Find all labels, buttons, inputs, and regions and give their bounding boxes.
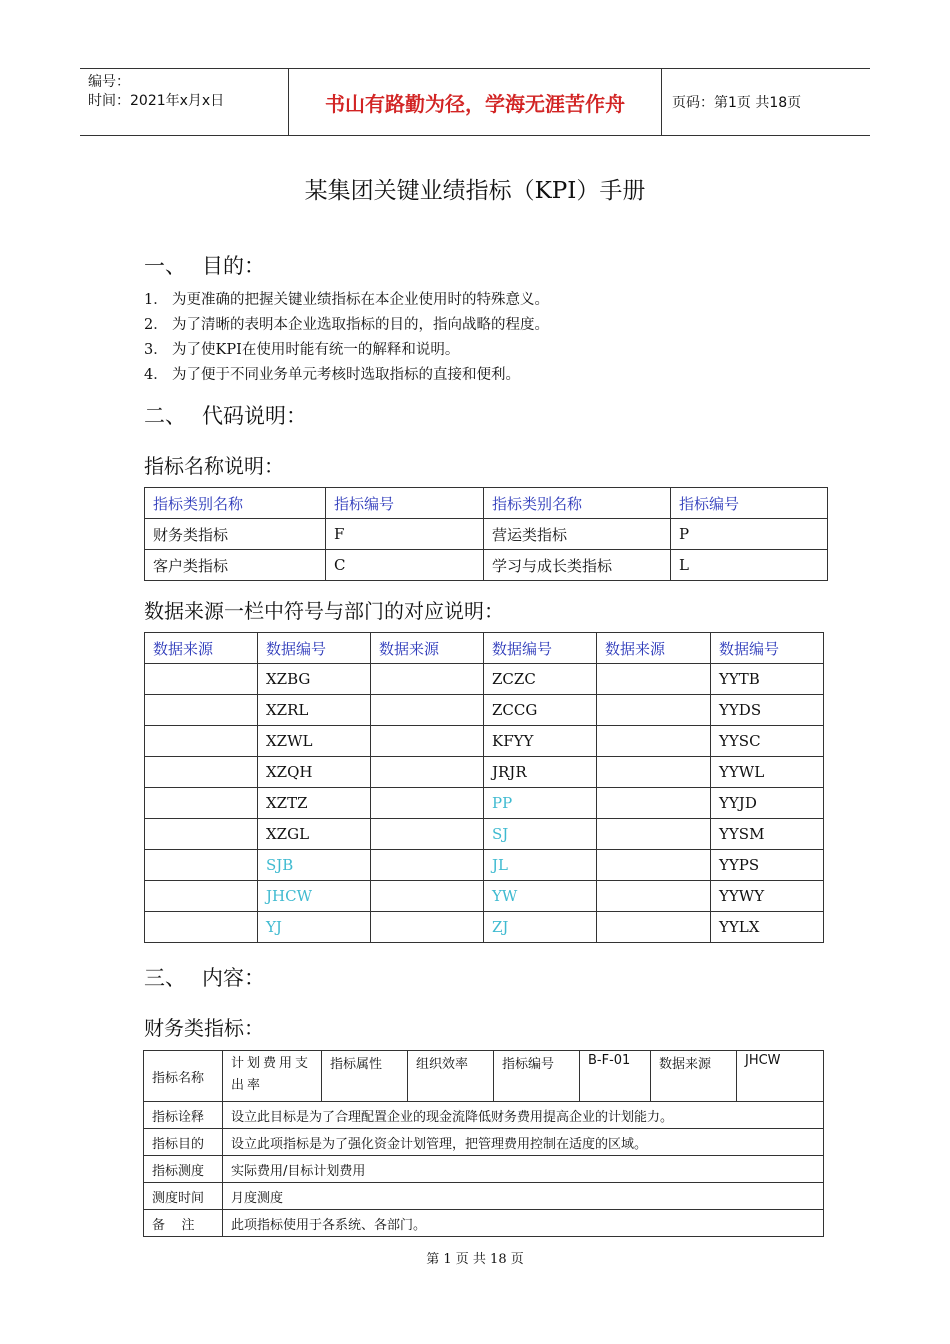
table-cell: XZBG — [258, 664, 371, 695]
kpi-source-value: JHCW — [737, 1051, 824, 1102]
header-page: 页码：第1页 共18页 — [662, 69, 871, 136]
kpi-row-label: 指标诠释 — [144, 1102, 223, 1129]
table-cell — [371, 757, 484, 788]
document-title: 某集团关键业绩指标（KPI）手册 — [304, 178, 646, 204]
kpi-row-value: 设立此目标是为了合理配置企业的现金流降低财务费用提高企业的计划能力。 — [223, 1102, 824, 1129]
table-cell — [371, 726, 484, 757]
item-text: 为更准确的把握关键业绩指标在本企业使用时的特殊意义。 — [172, 292, 549, 308]
item-number: 1． — [144, 292, 168, 308]
table-cell — [371, 695, 484, 726]
kpi-row-label: 指标目的 — [144, 1129, 223, 1156]
table-cell: YYJD — [711, 788, 824, 819]
list-item — [144, 290, 549, 315]
table-cell — [371, 912, 484, 943]
table-row — [145, 757, 824, 788]
kpi-row-value: 实际费用/目标计划费用 — [223, 1156, 824, 1183]
table-cell: ZCZC — [484, 664, 597, 695]
table-cell — [597, 726, 711, 757]
list-item — [144, 315, 549, 340]
table-cell: 学习与成长类指标 — [484, 550, 671, 581]
table-row — [145, 726, 824, 757]
table-cell — [145, 726, 258, 757]
table-cell — [145, 850, 258, 881]
column-header: 数据来源 — [145, 633, 258, 664]
item-number: 4． — [144, 367, 168, 383]
table-cell: 营运类指标 — [484, 519, 671, 550]
table-cell: YYWY — [711, 881, 824, 912]
document-header — [80, 68, 870, 136]
section-title: 代码说明： — [202, 404, 307, 428]
table-cell — [371, 788, 484, 819]
table-cell — [597, 695, 711, 726]
table-cell: YYTB — [711, 664, 824, 695]
table-cell — [371, 850, 484, 881]
list-item — [144, 365, 549, 390]
table-cell: JRJR — [484, 757, 597, 788]
purpose-list — [144, 290, 549, 390]
table-cell — [145, 912, 258, 943]
table-cell: YW — [484, 881, 597, 912]
header-number: 编号： — [88, 74, 130, 90]
header-time: 时间：2021年x月x日 — [88, 93, 225, 109]
column-header: 数据编号 — [711, 633, 824, 664]
table-cell — [145, 788, 258, 819]
kpi-card-table — [143, 1050, 824, 1237]
table-cell: C — [326, 550, 484, 581]
table-cell: ZJ — [484, 912, 597, 943]
table-row — [145, 664, 824, 695]
table-cell — [597, 912, 711, 943]
table-cell: KFYY — [484, 726, 597, 757]
kpi-row-value: 月度测度 — [223, 1183, 824, 1210]
table-cell: JHCW — [258, 881, 371, 912]
table-cell — [597, 664, 711, 695]
table-cell: PP — [484, 788, 597, 819]
finance-indicator-heading: 财务类指标： — [144, 1016, 264, 1040]
table-row — [145, 912, 824, 943]
kpi-attr-label: 指标属性 — [322, 1051, 408, 1102]
table-cell — [145, 695, 258, 726]
section-number: 一、 — [144, 254, 186, 278]
column-header: 数据编号 — [484, 633, 597, 664]
data-source-heading: 数据来源一栏中符号与部门的对应说明： — [144, 599, 504, 623]
section-title: 内容： — [202, 966, 265, 990]
table-row — [145, 850, 824, 881]
table-row — [144, 1156, 824, 1183]
section-content-heading — [144, 962, 265, 992]
table-cell: SJB — [258, 850, 371, 881]
table-cell — [145, 881, 258, 912]
table-cell: YYWL — [711, 757, 824, 788]
table-row — [145, 788, 824, 819]
table-cell: YJ — [258, 912, 371, 943]
column-header: 指标编号 — [326, 488, 484, 519]
kpi-source-label: 数据来源 — [651, 1051, 737, 1102]
section-number: 三、 — [144, 966, 186, 990]
table-cell: SJ — [484, 819, 597, 850]
table-cell — [597, 819, 711, 850]
table-row — [145, 519, 828, 550]
table-cell: XZQH — [258, 757, 371, 788]
table-cell — [597, 850, 711, 881]
column-header: 指标编号 — [671, 488, 828, 519]
table-row — [145, 695, 824, 726]
table-cell — [145, 819, 258, 850]
kpi-row-label: 备 注 — [144, 1210, 223, 1237]
section-purpose-heading — [144, 250, 265, 280]
table-cell: YYPS — [711, 850, 824, 881]
table-cell — [597, 788, 711, 819]
table-header-row — [145, 488, 828, 519]
column-header: 数据编号 — [258, 633, 371, 664]
kpi-code-label: 指标编号 — [494, 1051, 580, 1102]
page-footer: 第 1 页 共 18 页 — [426, 1252, 524, 1267]
list-item — [144, 340, 549, 365]
data-source-table — [144, 632, 824, 943]
kpi-row-label: 测度时间 — [144, 1183, 223, 1210]
table-cell — [371, 664, 484, 695]
table-cell: XZRL — [258, 695, 371, 726]
table-row — [144, 1129, 824, 1156]
kpi-attr-value: 组织效率 — [408, 1051, 494, 1102]
column-header: 数据来源 — [597, 633, 711, 664]
column-header: 数据来源 — [371, 633, 484, 664]
table-row — [145, 819, 824, 850]
table-cell: YYDS — [711, 695, 824, 726]
table-cell: L — [671, 550, 828, 581]
table-cell — [371, 881, 484, 912]
table-cell: JL — [484, 850, 597, 881]
kpi-name-label: 指标名称 — [144, 1051, 223, 1102]
kpi-code-value: B-F-01 — [580, 1051, 651, 1102]
table-header-row — [145, 633, 824, 664]
table-cell: P — [671, 519, 828, 550]
item-number: 2． — [144, 317, 168, 333]
table-row — [144, 1210, 824, 1237]
table-cell: YYSC — [711, 726, 824, 757]
table-cell: 客户类指标 — [145, 550, 326, 581]
table-row — [144, 1183, 824, 1210]
table-cell: XZWL — [258, 726, 371, 757]
indicator-code-table — [144, 487, 828, 581]
table-row — [144, 1102, 824, 1129]
item-text: 为了便于不同业务单元考核时选取指标的直接和便利。 — [172, 367, 520, 383]
table-cell: YYLX — [711, 912, 824, 943]
kpi-row-value: 此项指标使用于各系统、各部门。 — [223, 1210, 824, 1237]
kpi-row-label: 指标测度 — [144, 1156, 223, 1183]
table-cell: 财务类指标 — [145, 519, 326, 550]
item-number: 3． — [144, 342, 168, 358]
section-code-heading — [144, 400, 307, 430]
table-cell — [145, 757, 258, 788]
table-cell — [371, 819, 484, 850]
table-row — [145, 881, 824, 912]
table-cell: XZGL — [258, 819, 371, 850]
item-text: 为了清晰的表明本企业选取指标的目的，指向战略的程度。 — [172, 317, 549, 333]
table-cell: ZCCG — [484, 695, 597, 726]
item-text: 为了使KPI在使用时能有统一的解释和说明。 — [172, 342, 460, 358]
kpi-row-value: 设立此项指标是为了强化资金计划管理，把管理费用控制在适度的区域。 — [223, 1129, 824, 1156]
table-cell — [145, 664, 258, 695]
header-motto: 书山有路勤为径，学海无涯苦作舟 — [289, 69, 662, 136]
table-cell — [597, 881, 711, 912]
header-meta — [80, 69, 289, 136]
table-cell: F — [326, 519, 484, 550]
table-cell — [597, 757, 711, 788]
kpi-name-value: 计划费用支出率 — [223, 1051, 322, 1102]
table-cell: YYSM — [711, 819, 824, 850]
section-title: 目的： — [202, 254, 265, 278]
kpi-title-row — [144, 1051, 824, 1102]
section-number: 二、 — [144, 404, 186, 428]
column-header: 指标类别名称 — [145, 488, 326, 519]
indicator-name-heading: 指标名称说明： — [144, 454, 284, 478]
table-row — [145, 550, 828, 581]
table-cell: XZTZ — [258, 788, 371, 819]
column-header: 指标类别名称 — [484, 488, 671, 519]
